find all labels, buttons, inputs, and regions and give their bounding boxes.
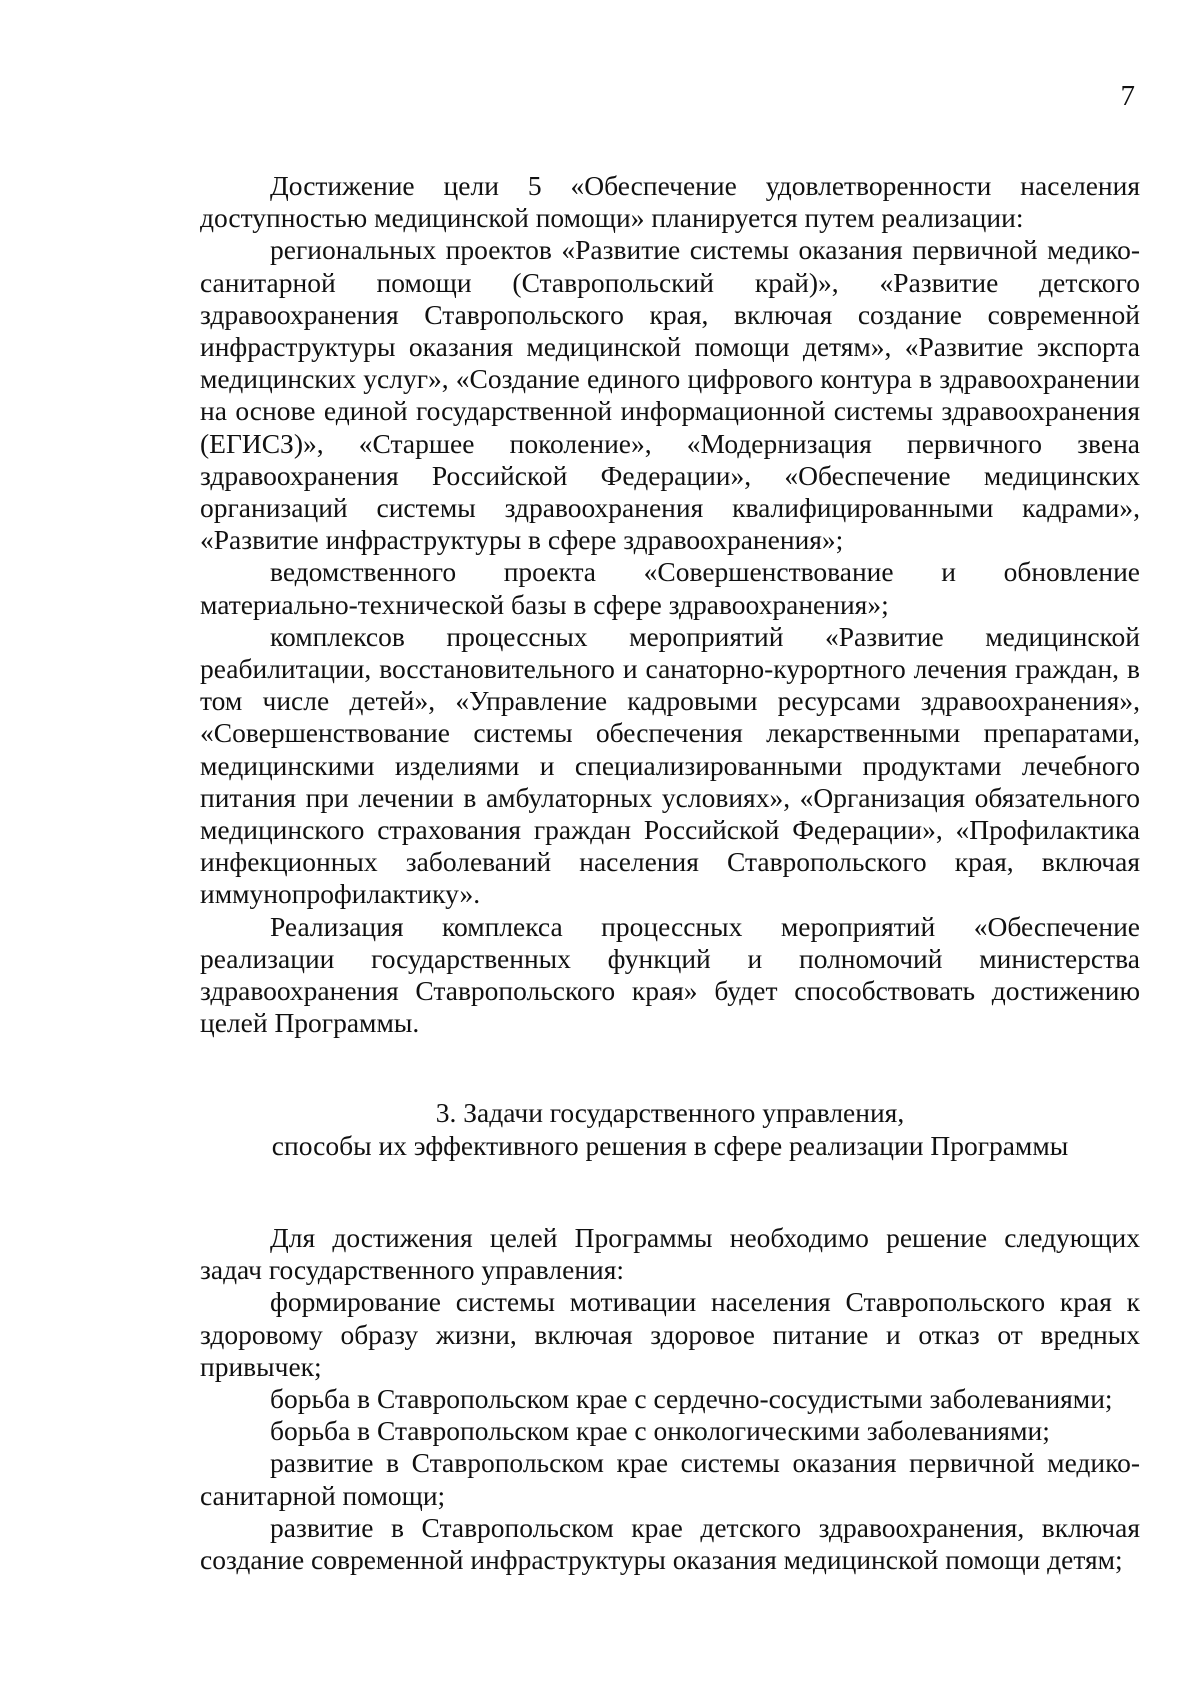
document-body xyxy=(200,170,1140,1576)
page-number: 7 xyxy=(1120,80,1135,112)
section-heading-line-1: 3. Задачи государственного управления, xyxy=(435,1097,905,1129)
paragraph-implementation: Реализация комплекса процессных мероприятий «Обеспечение реализации государственных функций и полномочий министерства здравоохранения Ставропольского края» будет способствовать достижению целей Программы. xyxy=(200,910,1140,1039)
paragraph-goal5-intro: Достижение цели 5 «Обеспечение удовлетворенности населения доступностью медицинской помощи» планируется путем реализации: xyxy=(200,170,1140,234)
paragraph-process-complexes: комплексов процессных мероприятий «Развитие медицинской реабилитации, восстановительного и санаторно-курортного лечения граждан, в том числе детей», «Управление кадровыми ресурсами здравоохранения», «Совершенствование системы обеспечения лекарственными препаратами, медицинскими изделиями и специализированными продуктами лечебного питания при лечении в амбулаторных условиях», «Организация обязательного медицинского страхования граждан Российской Федерации», «Профилактика инфекционных заболеваний населения Ставропольского края, включая иммунопрофилактику». xyxy=(200,620,1140,910)
section-heading xyxy=(200,1097,1140,1161)
paragraph-task-cardio: борьба в Ставропольском крае с сердечно-сосудистыми заболеваниями; xyxy=(270,1382,1113,1414)
paragraph-task-child-health: развитие в Ставропольском крае детского здравоохранения, включая создание современной инфраструктуры оказания медицинской помощи детям; xyxy=(200,1511,1140,1575)
paragraph-task-oncology: борьба в Ставропольском крае с онкологическими заболеваниями; xyxy=(270,1415,1050,1447)
paragraph-tasks-intro: Для достижения целей Программы необходимо решение следующих задач государственного управления: xyxy=(200,1221,1140,1286)
paragraph-task-primary-care: развитие в Ставропольском крае системы оказания первичной медико-санитарной помощи; xyxy=(200,1447,1140,1511)
paragraph-task-motivation: формирование системы мотивации населения Ставропольского края к здоровому образу жизни, включая здоровое питание и отказ от вредных привычек; xyxy=(200,1286,1140,1382)
paragraph-regional-projects: региональных проектов «Развитие системы оказания первичной медико-санитарной помощи (Ставропольский край)», «Развитие детского здравоохранения Ставропольского края, включая создание современной инфраструктуры оказания медицинской помощи детям», «Развитие экспорта медицинских услуг», «Создание единого цифрового контура в здравоохранении на основе единой государственной информационной системы здравоохранения (ЕГИСЗ)», «Старшее поколение», «Модернизация первичного звена здравоохранения Российской Федерации», «Обеспечение медицинских организаций системы здравоохранения квалифицированными кадрами», «Развитие инфраструктуры в сфере здравоохранения»; xyxy=(200,234,1140,556)
paragraph-departmental-project: ведомственного проекта «Совершенствование и обновление материально-технической базы в сфере здравоохранения»; xyxy=(200,556,1140,620)
section-heading-line-2: способы их эффективного решения в сфере реализации Программы xyxy=(271,1129,1069,1161)
